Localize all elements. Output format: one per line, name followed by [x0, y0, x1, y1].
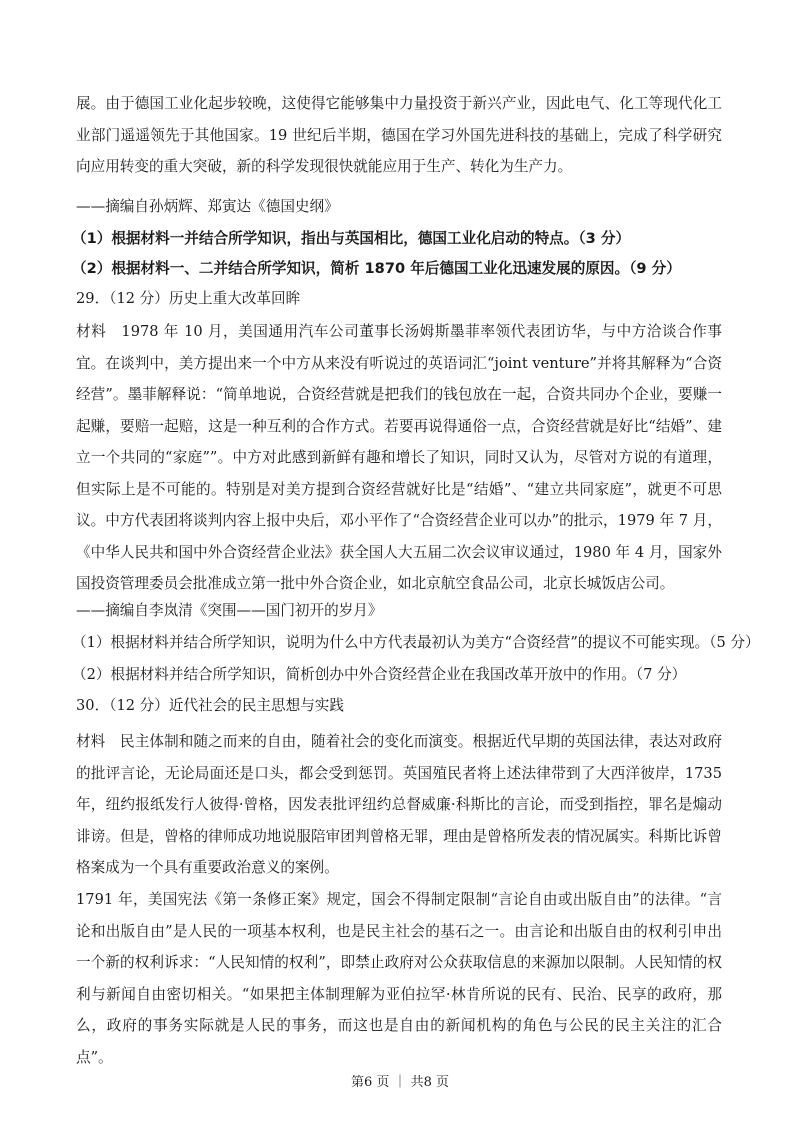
question-29-heading: 29．（12 分）历史上重大改革回眸 [76, 290, 301, 307]
material-29-paragraph: 材料 1978 年 10 月，美国通用汽车公司董事长汤姆斯墨菲率领代表团访华，与中方洽谈合作事宜。在谈判中，美方提出来一个中方从来没有听说过的英语词汇“joint venture”并将其解释为“合资经营”。墨菲解释说：“简单地说，合资经营就是把我们的钱包放在一起，合资共同办个企业，要赚一起赚，要赔一起赔，这是一种互利的合作方式。若要再说得通俗一点，合资经营就是好比“结婚”、建立一个共同的“家庭””。中方对此感到新鲜有趣和增长了知识，同时又认为，尽管对方说的有道理，但实际上是不可能的。特别是对美方提到合资经营就好比是“结婚”、“建立共同家庭”，就更不可思议。中方代表团将谈判内容上报中央后，邓小平作了“合资经营企业可以办”的批示，1979 年 7 月，《中华人民共和国中外合资经营企业法》获全国人大五届二次会议审议通过，1980 年 4 月，国家外国投资管理委员会批准成立第一批中外合资企业，如北京航空食品公司，北京长城饭店公司。 [76, 323, 722, 592]
question-29-1: （1）根据材料并结合所学知识，说明为什么中方代表最初认为美方“合资经营”的提议不可能实现。（5 分） [72, 634, 760, 651]
source-citation-28: ——摘编自孙炳辉、郑寅达《德国史纲》 [76, 198, 339, 215]
material-30-paragraph-2: 1791 年，美国宪法《第一条修正案》规定，国会不得制定限制“言论自由或出版自由”的法律。“言论和出版自由”是人民的一项基本权利，也是民主社会的基石之一。由言论和出版自由的权利引申出一个新的权利诉求：“人民知情的权利”，即禁止政府对公众获取信息的来源加以限制。人民知情的权利与新闻自由密切相关。“如果把主体制理解为亚伯拉罕·林肯所说的民有、民治、民享的政府，那么，政府的事务实际就是人民的事务，而这也是自由的新闻机构的角色与公民的民主关注的汇合点”。 [76, 891, 722, 1066]
question-28-1: （1）根据材料一并结合所学知识，指出与英国相比，德国工业化启动的特点。（3 分） [72, 230, 631, 247]
material-30-paragraph: 材料 民主体制和随之而来的自由，随着社会的变化而演变。根据近代早期的英国法律，表达对政府的批评言论，无论局面还是口头，都会受到惩罚。英国殖民者将上述法律带到了大西洋彼岸，1735 年，纽约报纸发行人彼得·曾格，因发表批评纽约总督威廉·科斯比的言论，而受到指控，罪名是煽动诽谤。但是，曾格的律师成功地说服陪审团判曾格无罪，理由是曾格所发表的情况属实。科斯比诉曾格案成为一个具有重要政治意义的案例。 [76, 733, 722, 876]
question-30-heading: 30．（12 分）近代社会的民主思想与实践 [76, 697, 344, 714]
page-footer: 第6 页 ｜ 共8 页 [350, 1075, 450, 1090]
question-28-2: （2）根据材料一、二并结合所学知识，简析 1870 年后德国工业化迅速发展的原因。（9 分） [72, 260, 681, 277]
intro-paragraph: 展。由于德国工业化起步较晚，这使得它能够集中力量投资于新兴产业，因此电气、化工等现代化工业部门遥遥领先于其他国家。19 世纪后半期，德国在学习外国先进科技的基础上，完成了科学研究向应用转变的重大突破，新的科学发现很快就能应用于生产、转化为生产力。 [76, 95, 722, 175]
question-29-2: （2）根据材料并结合所学知识，简析创办中外合资经营企业在我国改革开放中的作用。（7 分） [72, 666, 687, 683]
source-citation-29: ——摘编自李岚清《突围——国门初开的岁月》 [76, 602, 383, 619]
